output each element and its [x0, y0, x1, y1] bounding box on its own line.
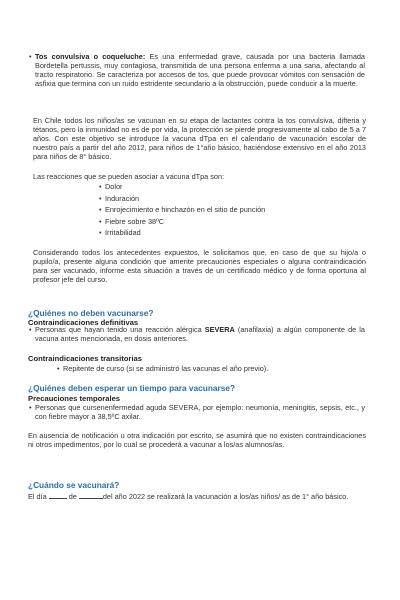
- reactions-intro: Las reacciones que se pueden asociar a vacuna dTpa son:: [33, 172, 225, 181]
- pertussis-term: Tos convulsiva o coqueluche:: [35, 52, 146, 61]
- vaccination-intro-paragraph: En Chile todos los niños/as se vacunan en su etapa de lactantes contra la tos convulsiva, difteria y tétanos, pero la inmunidad no es de por vida, la protección se pierde progresivamente al cabo de 5 a 7 años. Con este objetivo se introduce la vacuna dTpa en el calendario de vacunación escolar de nuestro país a partir del año 2012, para niños de 1°año básico, haciéndose extensivo en el año 2013 para niños de 8° básico.: [33, 116, 366, 161]
- absence-notification-paragraph: En ausencia de notificación u otra indicación por escrito, se asumirá que no existen contraindicaciones ni otros impedimentos, por lo cual se procederá a vacunar a los/as alumnos/as.: [28, 431, 366, 449]
- pertussis-description: Es una enfermedad grave, causada por una bacteria llamada Bordetella pertussis, muy contagiosa, transmitida de una persona enferma a una sana, afectando al tracto respiratorio. Se caracteriza por accesos de tos, que puede provocar vómitos con sensación de asfixia que termina con un ruido estridente secundario a la obstrucción, puede conducir a la muerte.: [35, 52, 365, 88]
- temporary-precautions-subheading: Precauciones temporales: [28, 394, 121, 403]
- transitory-contraindications-subheading: Contraindicaciones transitorias: [28, 354, 142, 363]
- when-vaccinate-heading: ¿Cuándo se vacunará?: [28, 480, 120, 490]
- vaccination-date-paragraph: El día de del año 2022 se realizará la vacunación a los/as niños/ as de 1° año básico.: [28, 492, 349, 501]
- who-should-not-heading: ¿Quiénes no deben vacunarse?: [28, 308, 154, 318]
- document-page: • Tos convulsiva o coqueluche: Es una enfermedad grave, causada por una bacteria llamada Bordetella pertussis, muy contagiosa, transmitida de una persona enferma a una sana, afectando al tracto respiratorio. Se caracteriza por accesos de tos, que puede provocar vómitos con sensación de asfixia que termina con un ruido estridente secundario a la obstrucción, puede conducir a la muerte. En Chile todos los niños/as se vacunan en su etapa de lactantes contra la tos convulsiva, difteria y tétanos, pero la inmunidad no es de por vida, la protección se pierde progresivamente al cabo de 5 a 7 años. Con este objetivo se introduce la vacuna dTpa en el calendario de vacunación escolar de nuestro país a partir del año 2012, para niños de 1°año básico, haciéndose extensivo en el año 2013 para niños de 8° básico. Las reacciones que se pueden asociar a vacuna dTpa son: • Dolor • Induración • Enrojecimiento e hinchazón en el sitio de punción • Fiebre sobre 38ºC • Irritabilidad Considerando todos los antecedentes expuestos, le solicitamos que, en caso de que su hijo/a o pupilo/a, presente alguna condición que amerite precauciones especiales o alguna contraindicación para ser vacunado, informe esta situación a través de un certificado médico y de forma oportuna al profesor jefe del curso. ¿Quiénes no deben vacunarse? Contraindicaciones definitivas • Personas que hayan tenido una reacción alérgica SEVERA (anafilaxia) a algún componente de la vacuna antes mencionada, en dosis anteriores. Contraindicaciones transitorias • Repitente de curso (si se administró las vacunas el año previo). ¿Quiénes deben esperar un tiempo para vacunarse? Precauciones temporales • Personas que cursenenfermedad aguda SEVERA, por ejemplo: neumonía, meningitis, sepsis, etc., y con fiebre mayor a 38,5ºC axilar. En ausencia de notificación u otra indicación por escrito, se asumirá que no existen contraindicaciones ni otros impedimentos, por lo cual se procederá a vacunar a los/as alumnos/as. ¿Cuándo se vacunará? El día de del año 2022 se realizará la vacunación a los/as niños/ as de 1° año básico.: [28, 52, 366, 501]
- precaution-item: • Personas que cursenenfermedad aguda SEVERA, por ejemplo: neumonía, meningitis, sepsis, etc., y con fiebre mayor a 38,5ºC axilar.: [29, 403, 365, 421]
- pertussis-bullet: [29, 53, 365, 89]
- definitive-contraindications-subheading: Contraindicaciones definitivas: [28, 318, 139, 327]
- month-blank-field: [79, 491, 103, 499]
- pertussis-paragraph: [29, 53, 365, 89]
- who-should-wait-heading: ¿Quiénes deben esperar un tiempo para vacunarse?: [28, 383, 236, 393]
- considering-paragraph: Considerando todos los antecedentes expuestos, le solicitamos que, en caso de que su hijo/a o pupilo/a, presente alguna condición que amerite precauciones especiales o alguna contraindicación para ser vacunado, informe esta situación a través de un certificado médico y de forma oportuna al profesor jefe del curso.: [33, 248, 366, 284]
- definitive-contraindication-item: • Personas que hayan tenido una reacción alérgica SEVERA (anafilaxia) a algún componente de la vacuna antes mencionada, en dosis anteriores.: [29, 325, 365, 343]
- day-blank-field: [49, 491, 67, 499]
- bullet-dot-icon: •: [29, 52, 32, 61]
- transitory-contraindication-item: • Repitente de curso (si se administró las vacunas el año previo).: [57, 364, 269, 373]
- severa-term: SEVERA: [204, 325, 235, 334]
